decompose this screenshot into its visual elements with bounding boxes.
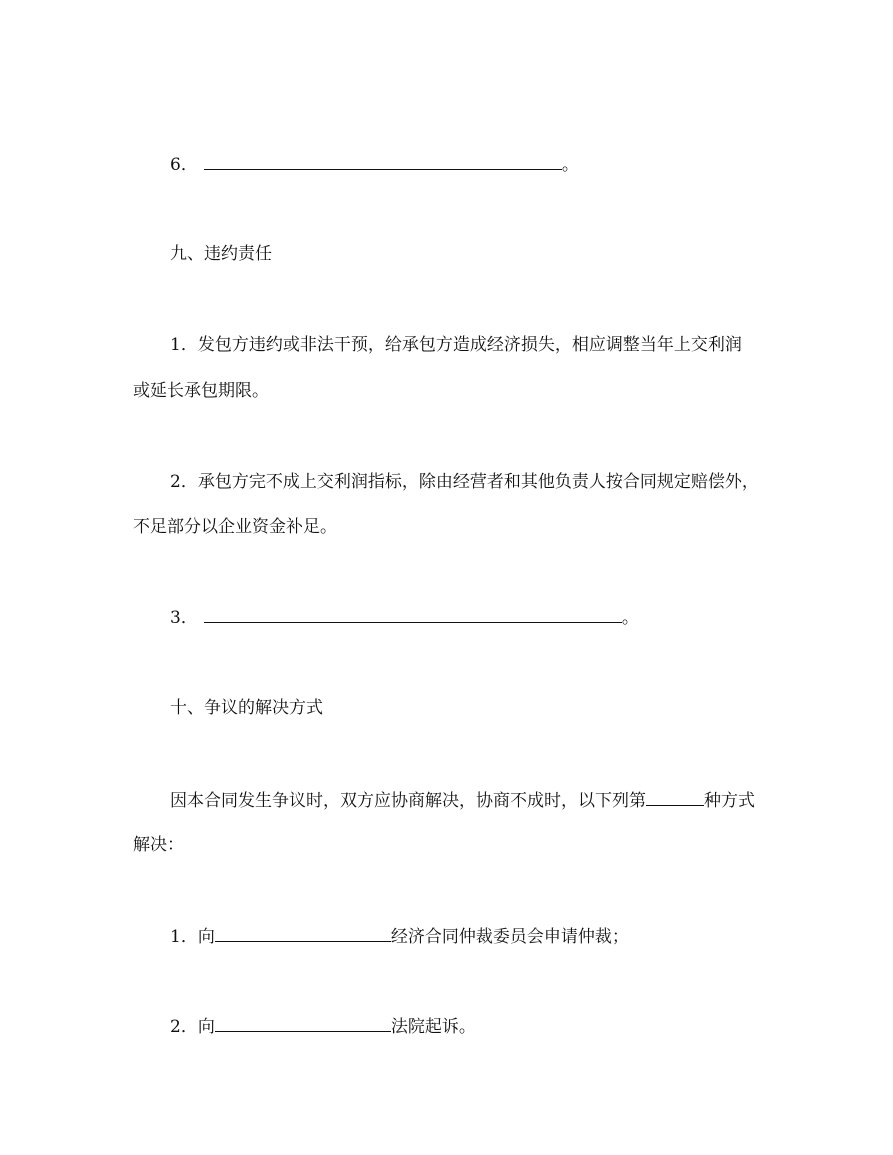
item-3-number: 3． bbox=[170, 608, 198, 628]
section-10-intro-line-2: 解决： bbox=[133, 835, 184, 855]
section-9-para-2-line-1: 2．承包方完不成上交利润指标，除由经营者和其他负责人按合同规定赔偿外， bbox=[170, 472, 759, 492]
section-9-item-3 bbox=[170, 606, 639, 629]
item-3-blank[interactable] bbox=[204, 606, 622, 623]
option-1 bbox=[170, 925, 629, 948]
section-10-title: 十、争议的解决方式 bbox=[170, 698, 323, 718]
item-6 bbox=[170, 153, 579, 176]
court-blank[interactable] bbox=[215, 1015, 391, 1032]
section-9-para-1-line-2: 或延长承包期限。 bbox=[133, 381, 269, 401]
option-1-prefix: 1．向 bbox=[170, 927, 215, 947]
option-2-suffix: 法院起诉。 bbox=[390, 1017, 476, 1037]
option-1-suffix: 经济合同仲裁委员会申请仲裁； bbox=[390, 927, 629, 947]
option-2-prefix: 2．向 bbox=[170, 1017, 215, 1037]
item-3-end: 。 bbox=[621, 608, 639, 628]
section-9-para-2-line-2: 不足部分以企业资金补足。 bbox=[133, 517, 337, 537]
item-6-blank[interactable] bbox=[204, 153, 562, 170]
item-6-number: 6． bbox=[170, 155, 198, 175]
method-number-blank[interactable] bbox=[646, 789, 704, 806]
section-9-title: 九、违约责任 bbox=[170, 244, 272, 264]
intro-text: 因本合同发生争议时，双方应协商解决，协商不成时，以下列第 bbox=[170, 791, 646, 811]
section-9-para-1-line-1: 1．发包方违约或非法干预，给承包方造成经济损失，相应调整当年上交利润 bbox=[170, 335, 742, 355]
item-6-end: 。 bbox=[561, 155, 579, 175]
option-2 bbox=[170, 1015, 476, 1038]
section-10-intro-line-1 bbox=[170, 789, 755, 812]
arbitration-committee-blank[interactable] bbox=[215, 925, 391, 942]
intro-text-end: 种方式 bbox=[704, 791, 755, 811]
